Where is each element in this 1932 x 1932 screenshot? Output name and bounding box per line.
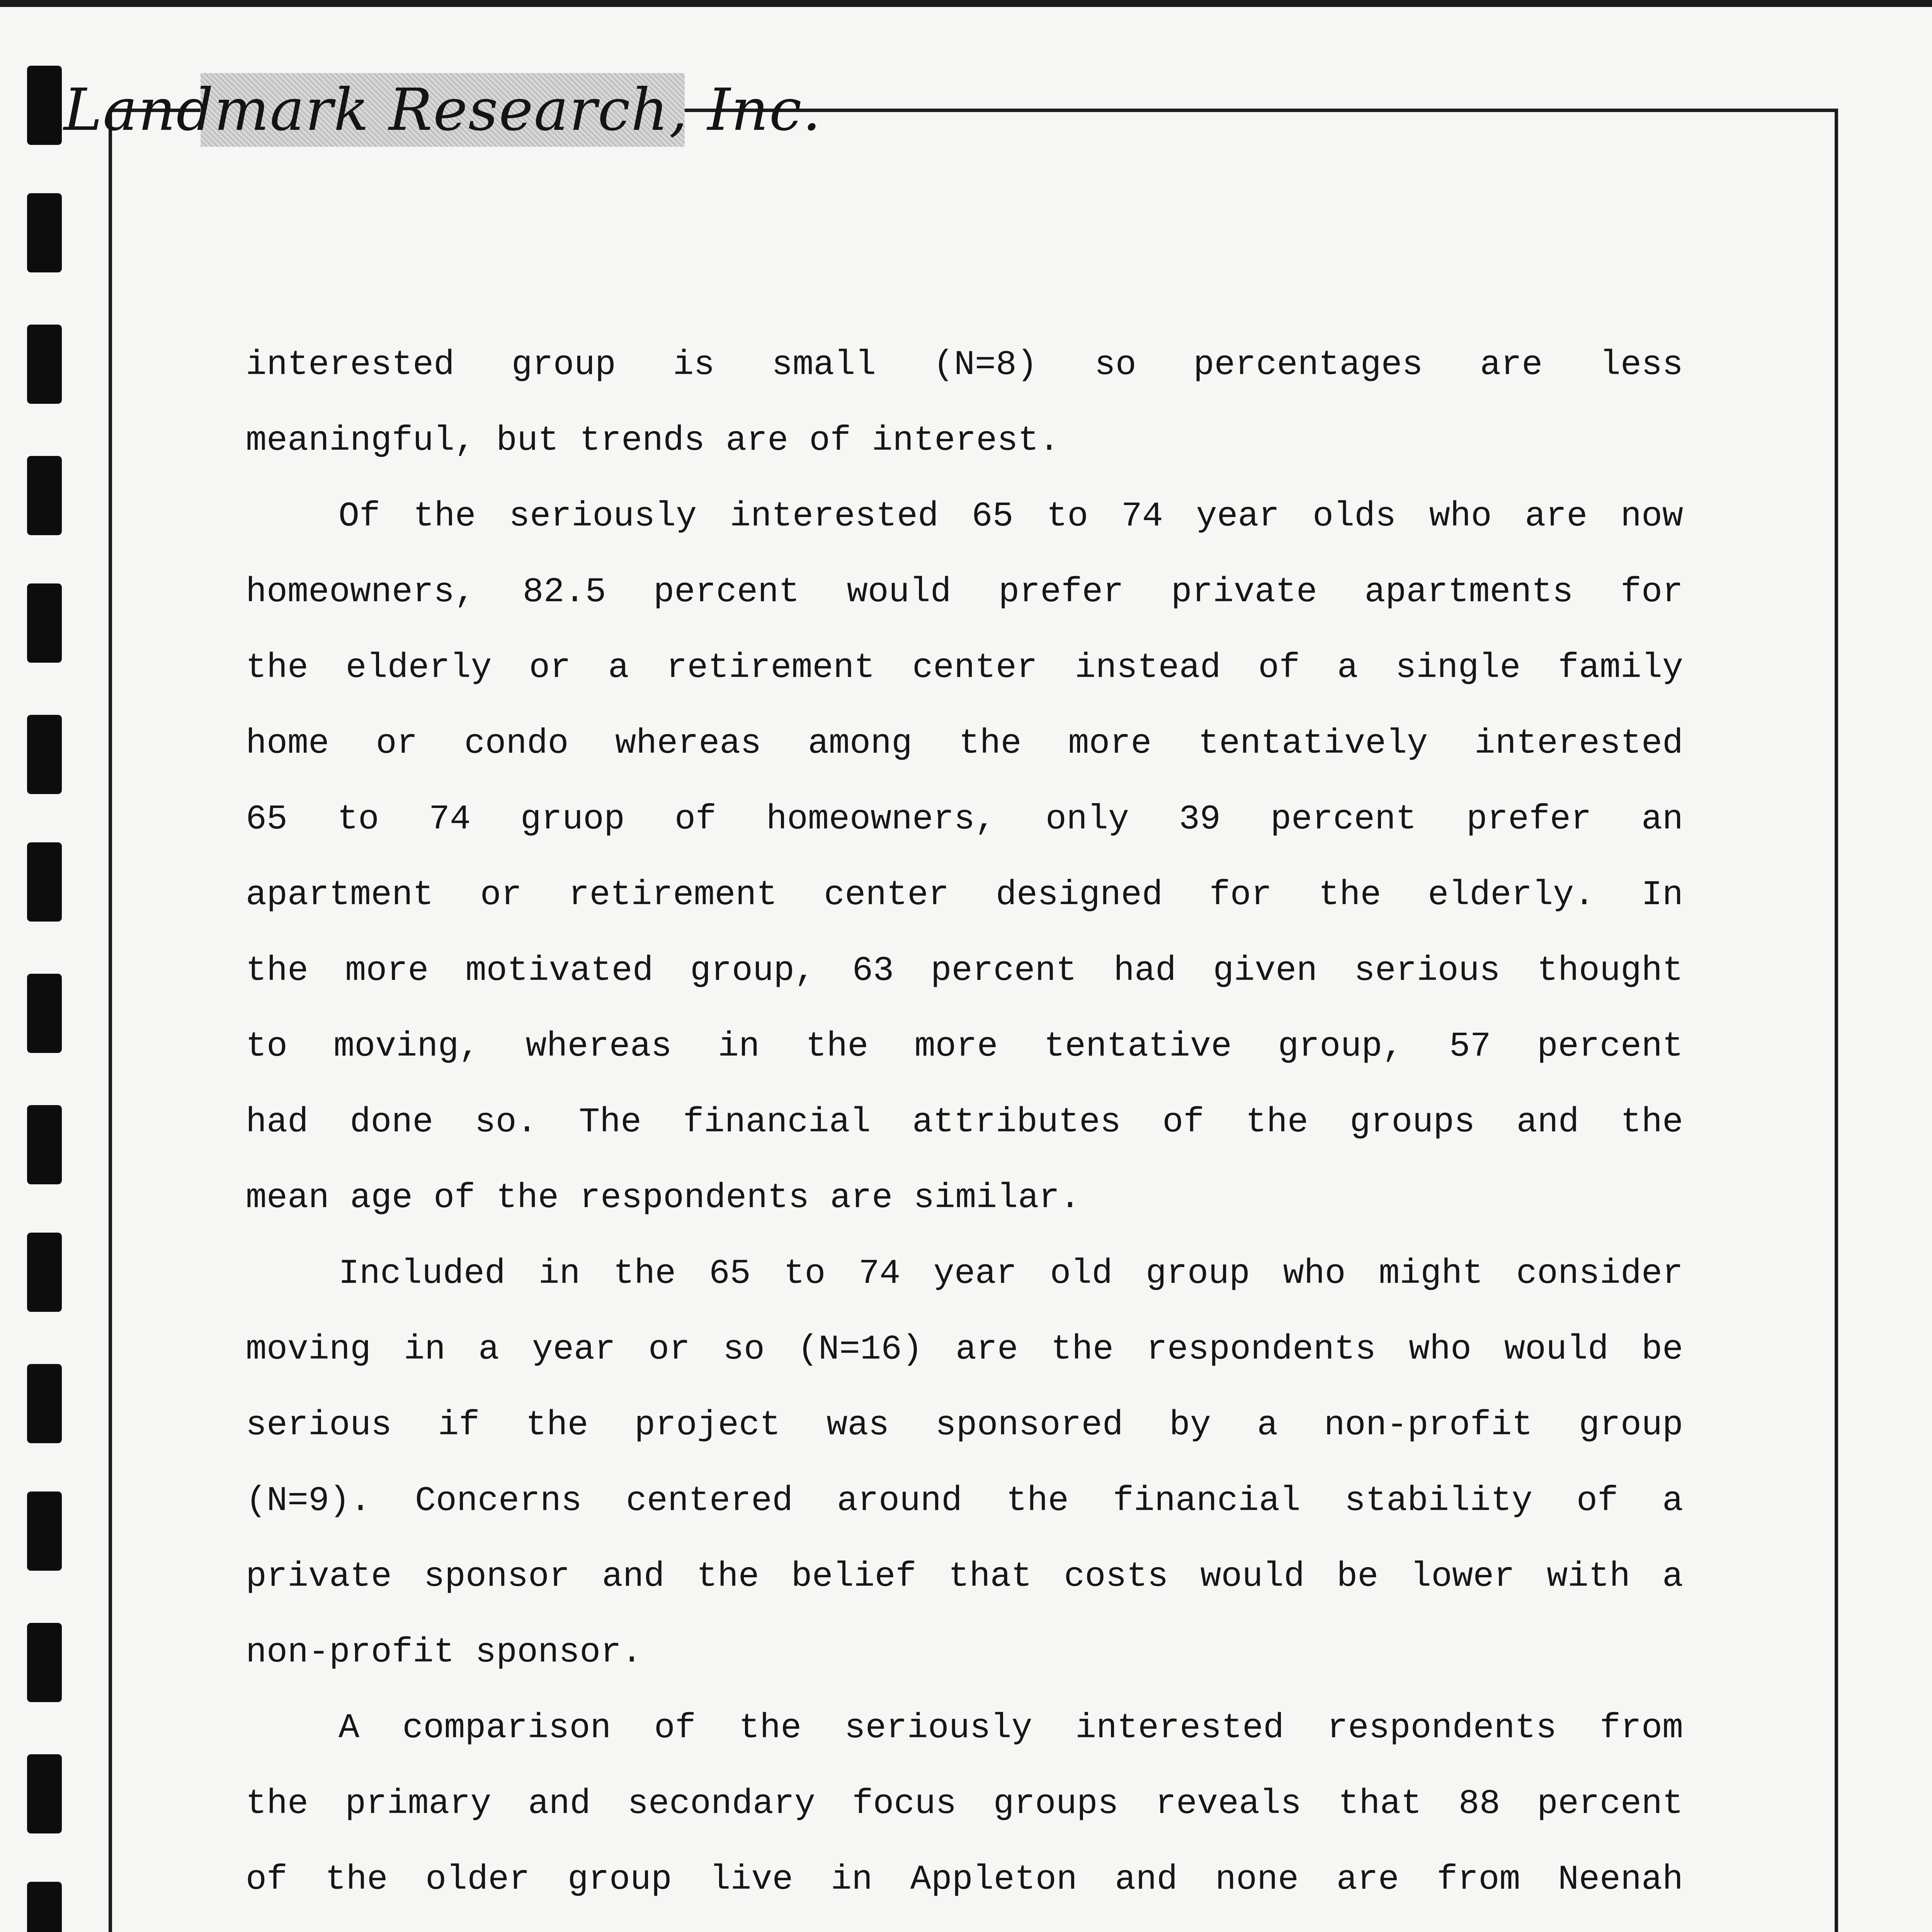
perforation-hole <box>27 325 62 404</box>
perforation-hole <box>27 974 62 1053</box>
text-line: the elderly or a retirement center instead of a single family <box>246 648 1683 688</box>
text-line: moving in a year or so (N=16) are the respondents who would be <box>246 1330 1683 1369</box>
text-line: 65 to 74 gruop of homeowners, only 39 percent prefer an <box>246 800 1683 839</box>
perforation-hole <box>27 1623 62 1702</box>
perforation-hole <box>27 1364 62 1443</box>
company-name: Landmark Research, Inc. <box>63 76 822 144</box>
text-line: to moving, whereas in the more tentative group, 57 percent <box>246 1027 1683 1066</box>
text-line: Included in the 65 to 74 year old group who might consider <box>338 1254 1683 1294</box>
perforation-hole <box>27 1882 62 1932</box>
text-line: mean age of the respondents are similar. <box>246 1179 1081 1218</box>
text-line: Of the seriously interested 65 to 74 year olds who are now <box>338 497 1683 536</box>
perforation-hole <box>27 1233 62 1312</box>
text-line: meaningful, but trends are of interest. <box>246 421 1060 461</box>
text-line: A comparison of the seriously interested respondents from <box>338 1709 1683 1748</box>
perforation-hole <box>27 66 62 145</box>
text-line: interested group is small (N=8) so percentages are less <box>246 345 1683 385</box>
perforation-hole <box>27 1754 62 1833</box>
text-line: homeowners, 82.5 percent would prefer private apartments for <box>246 573 1683 612</box>
text-line: non-profit sponsor. <box>246 1633 643 1672</box>
text-line: serious if the project was sponsored by a non-profit group <box>246 1406 1683 1445</box>
perforation-hole <box>27 842 62 922</box>
text-line: had done so. The financial attributes of the groups and the <box>246 1103 1683 1142</box>
perforation-hole <box>27 456 62 535</box>
perforation-hole <box>27 583 62 663</box>
perforation-hole <box>27 1492 62 1571</box>
perforation-hole <box>27 715 62 794</box>
text-line: apartment or retirement center designed for the elderly. In <box>246 876 1683 915</box>
perforation-hole <box>27 193 62 272</box>
text-line: private sponsor and the belief that costs would be lower with a <box>246 1557 1683 1597</box>
text-line: home or condo whereas among the more tentatively interested <box>246 724 1683 764</box>
binder-perforations <box>27 0 62 1932</box>
letterhead-badge <box>63 73 822 147</box>
text-line: of the older group live in Appleton and none are from Neenah <box>246 1860 1683 1900</box>
text-line: (N=9). Concerns centered around the financial stability of a <box>246 1481 1683 1521</box>
text-line: the primary and secondary focus groups reveals that 88 percent <box>246 1784 1683 1824</box>
scan-top-edge <box>0 0 1932 7</box>
text-line: the more motivated group, 63 percent had given serious thought <box>246 951 1683 991</box>
perforation-hole <box>27 1105 62 1184</box>
body-text <box>246 344 1683 1932</box>
